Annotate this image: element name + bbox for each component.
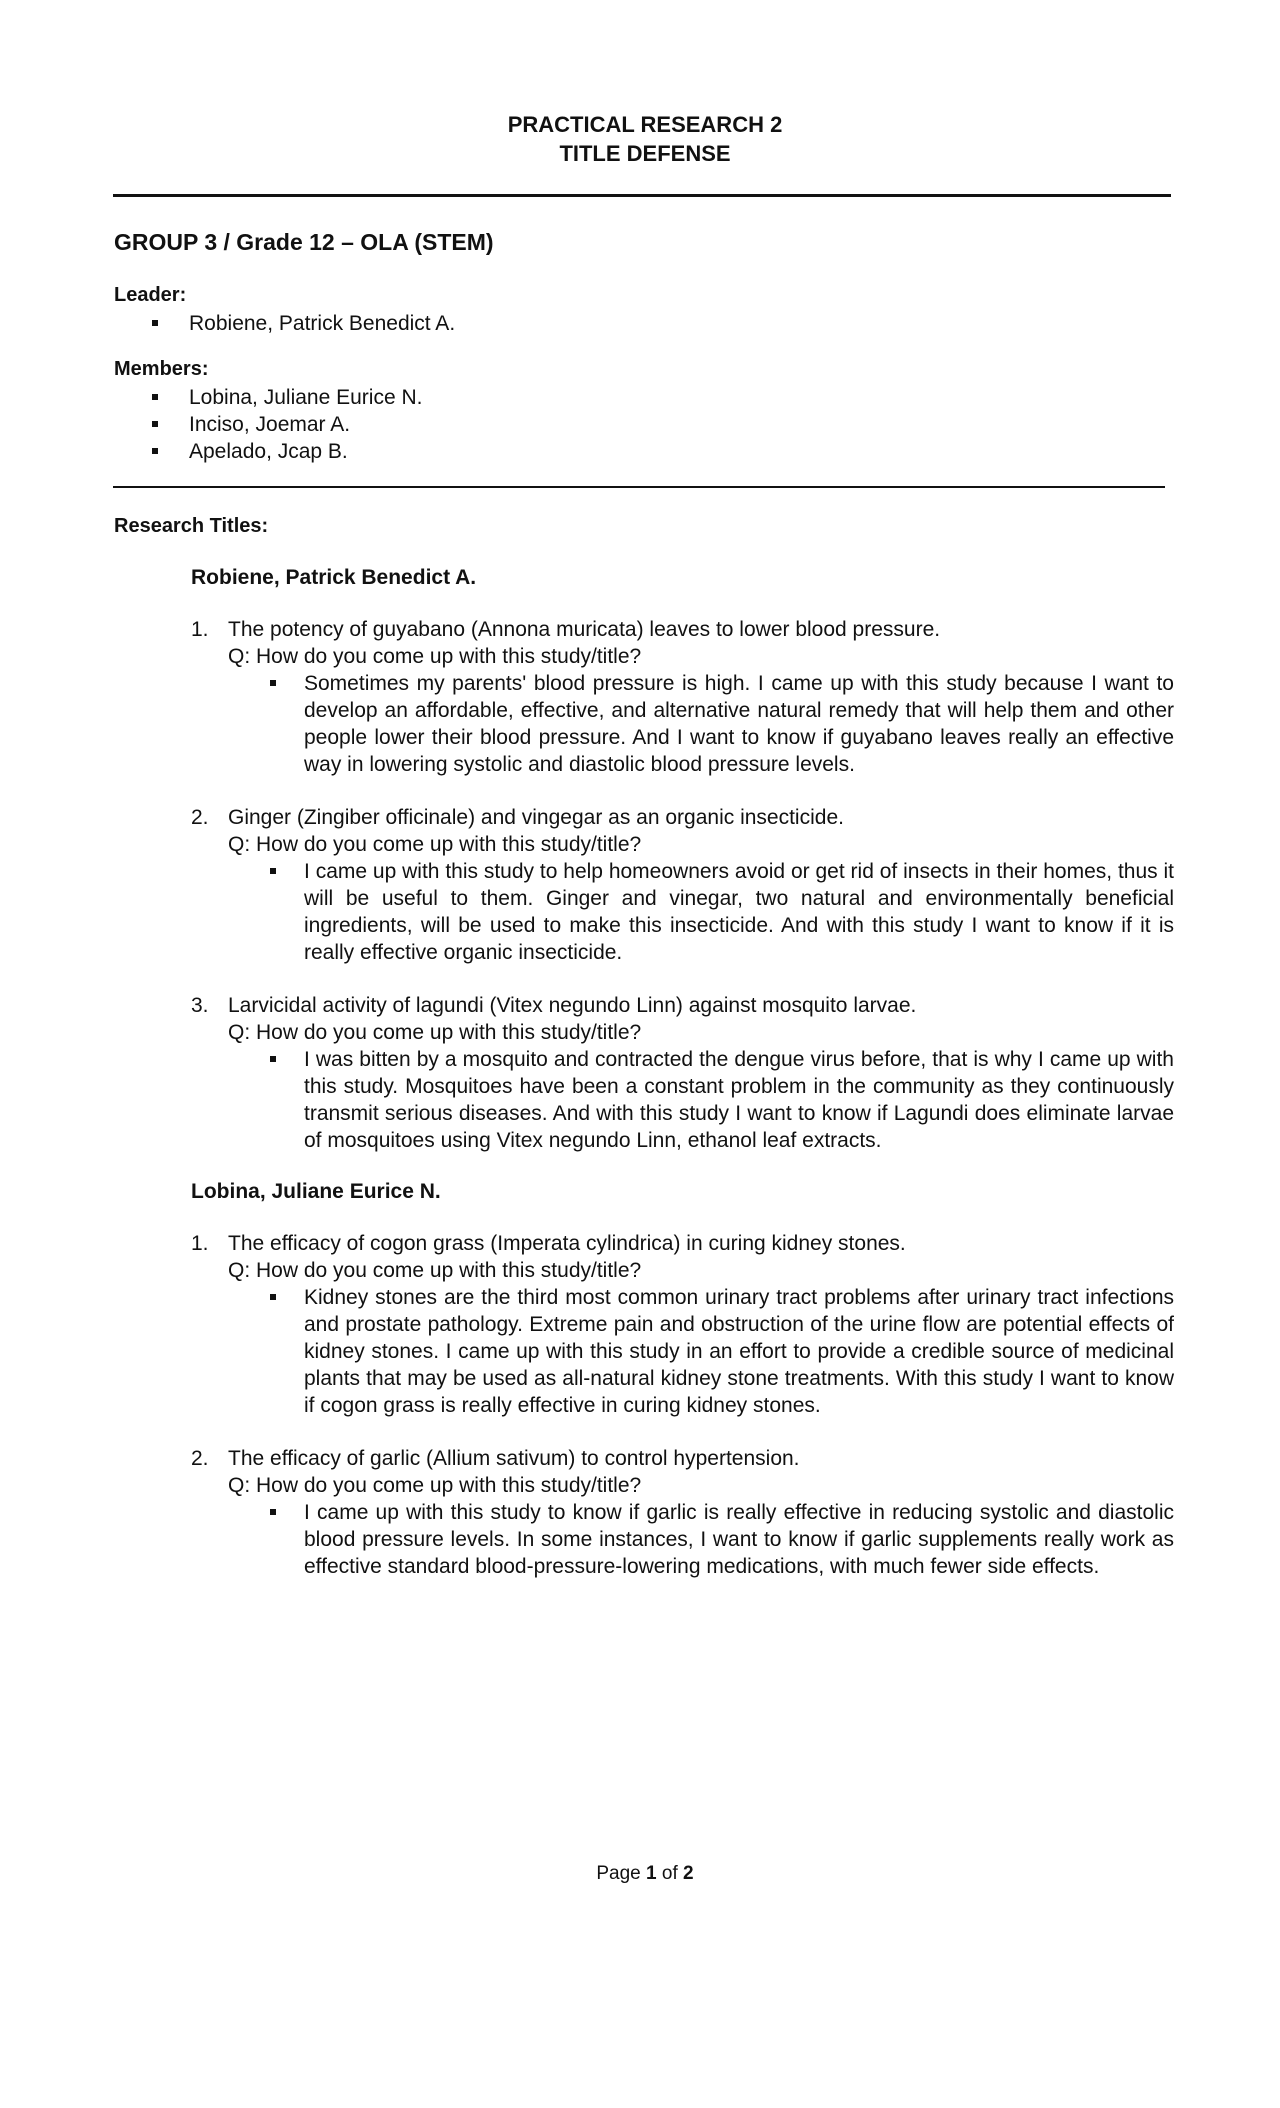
member-item: Apelado, Jcap B. [152, 438, 422, 465]
members-label: Members: [114, 358, 209, 380]
item-number: 1. [191, 618, 209, 641]
leader-item: Robiene, Patrick Benedict A. [152, 310, 455, 337]
question-text: Q: How do you come up with this study/title? [228, 1474, 642, 1497]
bullet-icon [270, 1509, 276, 1515]
leader-list [152, 310, 455, 337]
bullet-icon [270, 680, 276, 686]
answer-text: I was bitten by a mosquito and contracted the dengue virus before, that is why I came up with this study. Mosquitoes have been a constant problem in the community as they continuously transmit serious diseases. And with this study I want to know if Lagundi does eliminate larvae of mosquitoes using Vitex negundo Linn, ethanol leaf extracts. [265, 1046, 1174, 1154]
research-title: Larvicidal activity of lagundi (Vitex negundo Linn) against mosquito larvae. [228, 994, 917, 1017]
current-page: 1 [646, 1863, 657, 1884]
question-text: Q: How do you come up with this study/title? [228, 833, 642, 856]
members-list [152, 384, 422, 465]
researcher-name: Robiene, Patrick Benedict A. [191, 566, 477, 589]
research-titles-heading: Research Titles: [114, 515, 269, 537]
item-number: 2. [191, 1447, 209, 1470]
research-title-item [191, 616, 1174, 778]
answer-text: I came up with this study to help homeowners avoid or get rid of insects in their homes, thus it will be useful to them. Ginger and vinegar, two natural and environmentally beneficial ingredients, will be used to make this insecticide. And with this study I want to know if it is really effective organic insecticide. [265, 858, 1174, 966]
item-number: 1. [191, 1232, 209, 1255]
research-title-item [191, 1445, 1174, 1580]
bullet-icon [152, 448, 158, 454]
answer-text: I came up with this study to know if garlic is really effective in reducing systolic and diastolic blood pressure levels. In some instances, I want to know if garlic supplements really work as effective standard blood-pressure-lowering medications, with much fewer side effects. [265, 1499, 1174, 1580]
research-title-list [114, 1230, 1174, 1580]
section-divider [113, 486, 1165, 488]
document-title [0, 110, 1280, 168]
of-word: of [661, 1863, 678, 1884]
question-text: Q: How do you come up with this study/title? [228, 645, 642, 668]
answer-text: Sometimes my parents' blood pressure is high. I came up with this study because I want to develop an affordable, effective, and alternative natural remedy that will help them and other people lower their blood pressure. And I want to know if guyabano leaves really an effective way in lowering systolic and diastolic blood pressure levels. [265, 670, 1174, 778]
question-text: Q: How do you come up with this study/title? [228, 1021, 642, 1044]
item-number: 3. [191, 994, 209, 1017]
member-item: Lobina, Juliane Eurice N. [152, 384, 422, 411]
research-title: The potency of guyabano (Annona muricata) leaves to lower blood pressure. [228, 618, 941, 641]
top-divider [113, 194, 1171, 197]
title-line-2: TITLE DEFENSE [559, 141, 731, 166]
bullet-icon [270, 868, 276, 874]
page-word: Page [596, 1863, 641, 1884]
research-title-item [191, 804, 1174, 966]
bullet-icon [270, 1056, 276, 1062]
title-line-1: PRACTICAL RESEARCH 2 [507, 112, 783, 137]
bullet-icon [152, 320, 158, 326]
researcher-name: Lobina, Juliane Eurice N. [191, 1180, 441, 1203]
research-title: The efficacy of garlic (Allium sativum) to control hypertension. [228, 1447, 800, 1470]
page-footer [0, 1863, 1280, 1885]
total-pages: 2 [683, 1863, 694, 1884]
research-title: The efficacy of cogon grass (Imperata cylindrica) in curing kidney stones. [228, 1232, 906, 1255]
group-heading: GROUP 3 / Grade 12 – OLA (STEM) [114, 229, 494, 255]
bullet-icon [270, 1294, 276, 1300]
bullet-icon [152, 421, 158, 427]
answer-text: Kidney stones are the third most common urinary tract problems after urinary tract infections and prostate pathology. Extreme pain and obstruction of the urine flow are potential effects of kidney stones. I came up with this study in an effort to provide a credible source of medicinal plants that may be used as all-natural kidney stone treatments. With this study I want to know if cogon grass is really effective in curing kidney stones. [265, 1284, 1174, 1419]
research-title-item [191, 1230, 1174, 1419]
bullet-icon [152, 394, 158, 400]
member-item: Inciso, Joemar A. [152, 411, 422, 438]
research-title-list [114, 616, 1174, 1154]
research-title-item [191, 992, 1174, 1154]
research-title: Ginger (Zingiber officinale) and vingegar as an organic insecticide. [228, 806, 844, 829]
question-text: Q: How do you come up with this study/title? [228, 1259, 642, 1282]
item-number: 2. [191, 806, 209, 829]
leader-label: Leader: [114, 284, 187, 306]
research-titles-section [114, 515, 1174, 1580]
